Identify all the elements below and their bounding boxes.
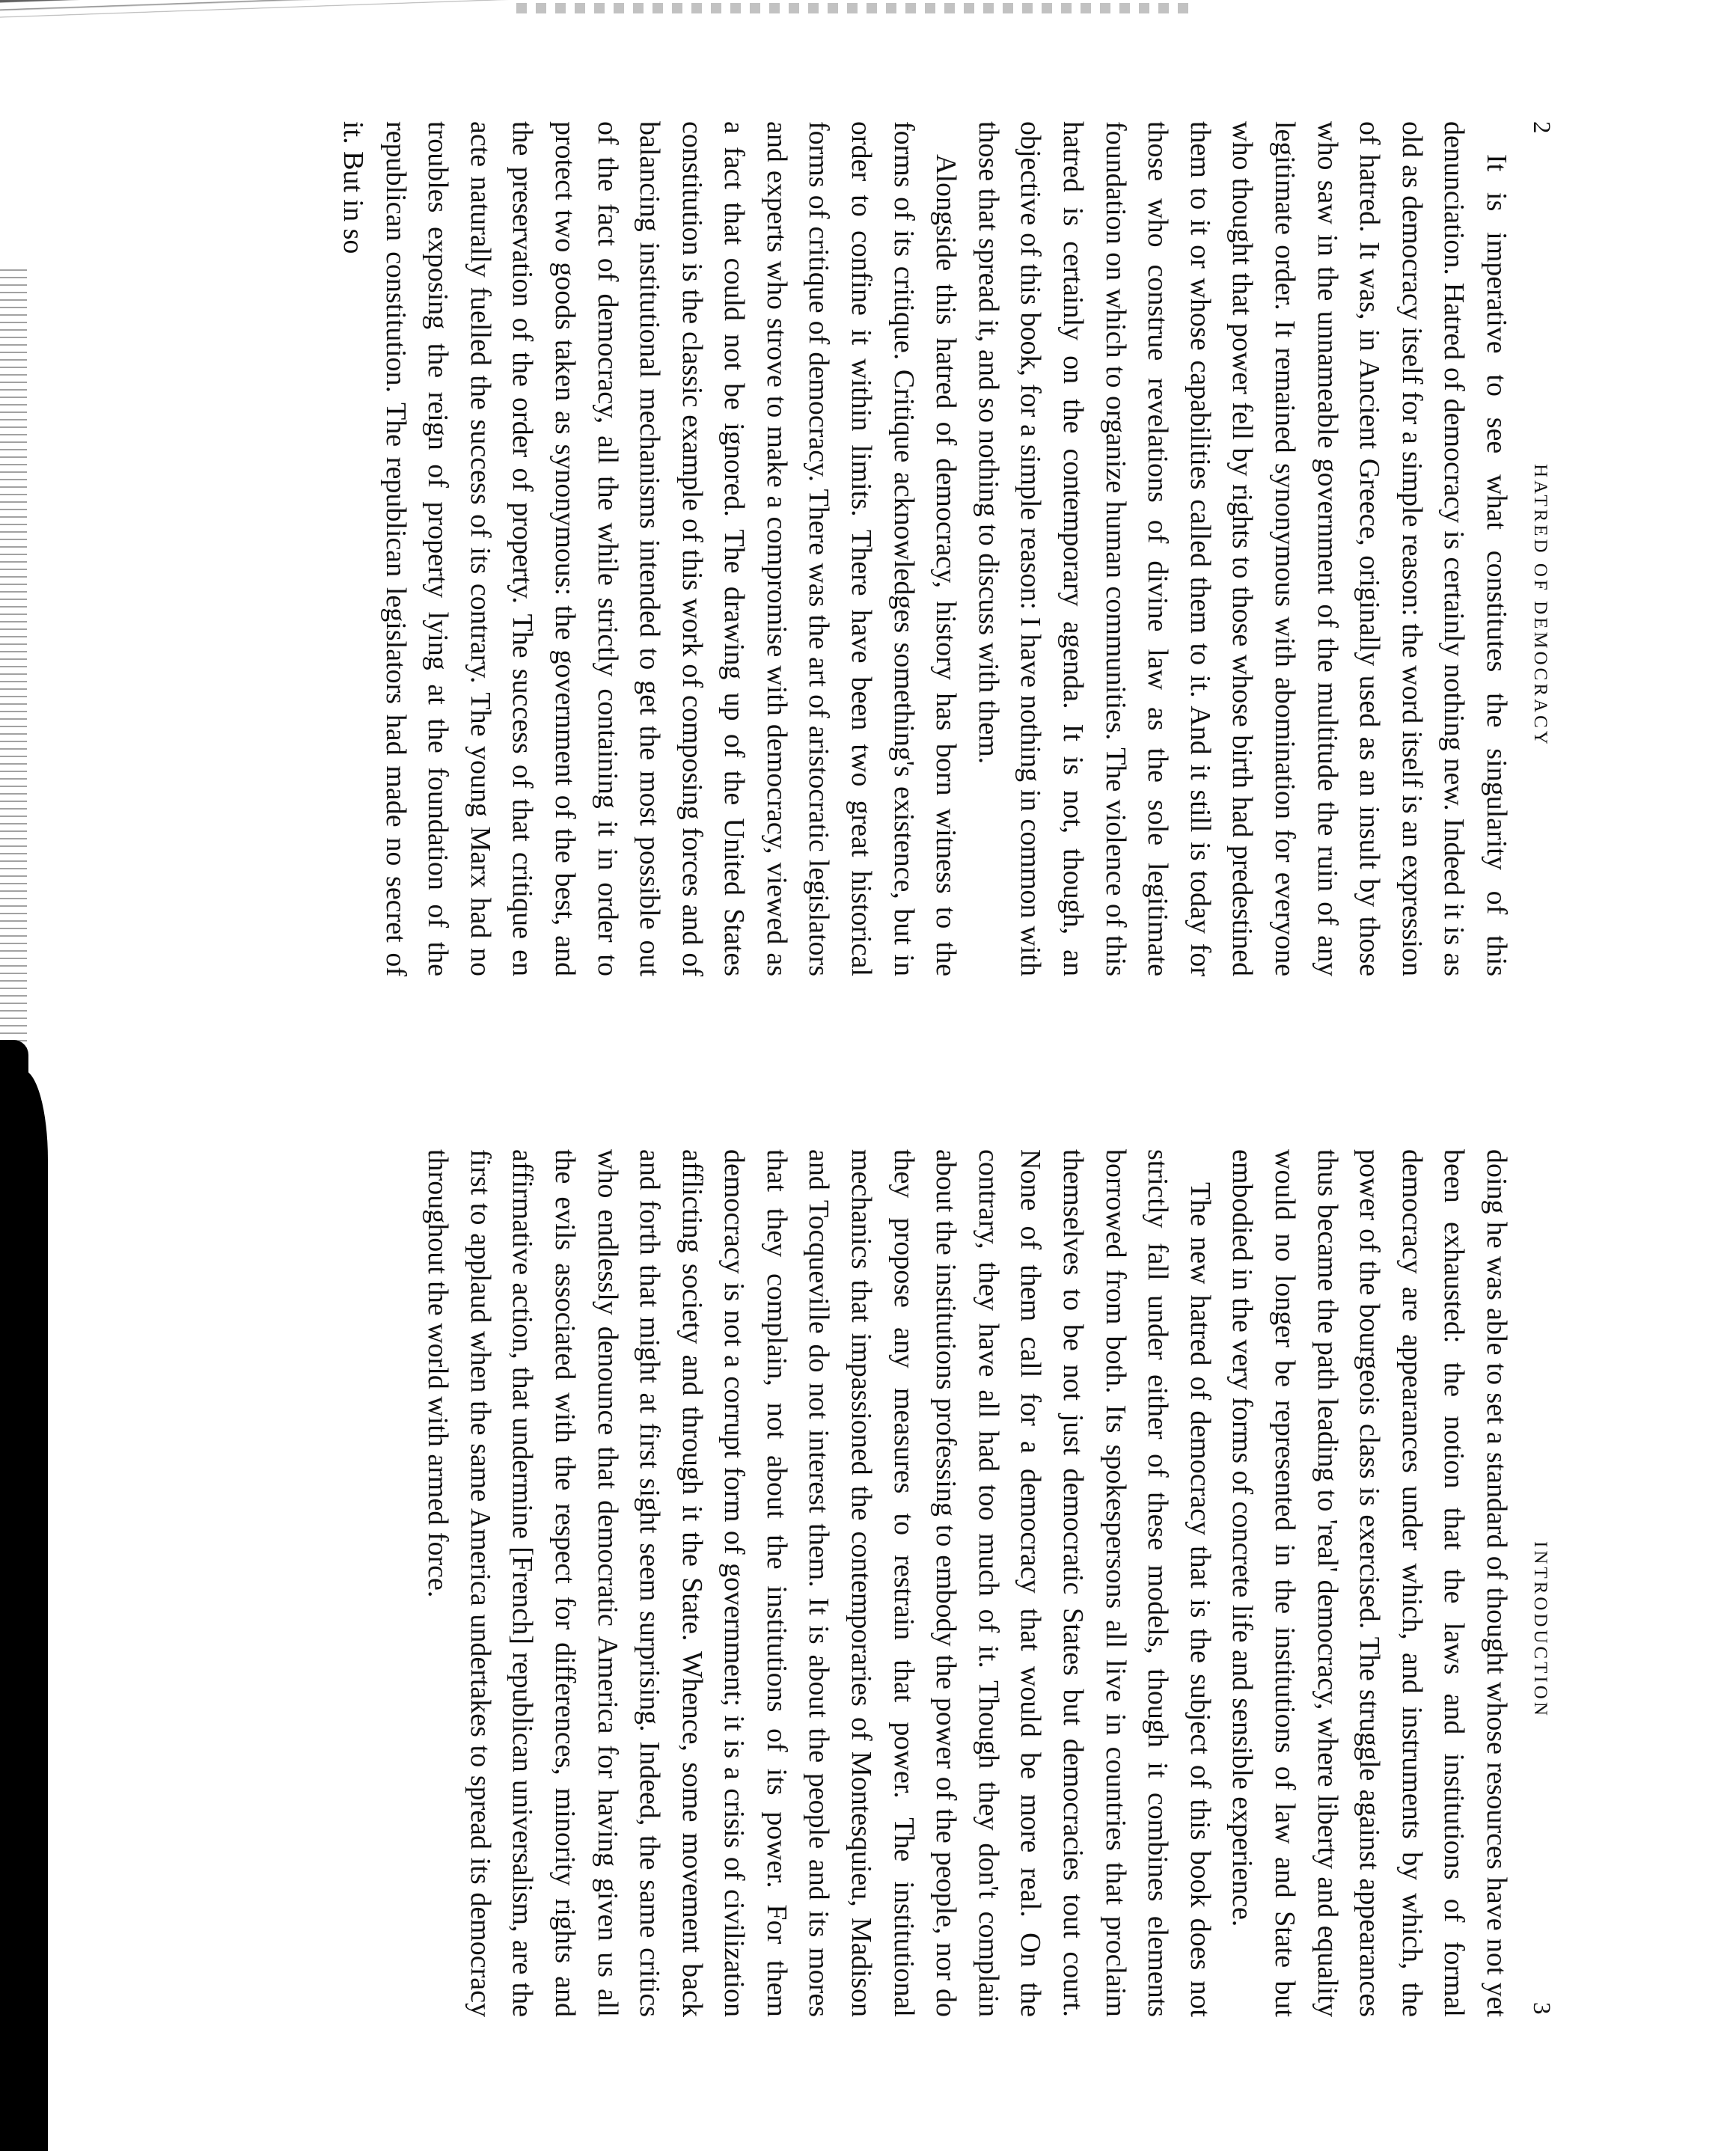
right-page-text (417, 1149, 1518, 2017)
page-number: 2 (1528, 121, 1555, 134)
right-page (0, 1077, 1736, 2151)
paragraph: It is imperative to see what constitutes the singularity of this denunciation. Hatred of democracy is certainly nothing new. Indeed it is as old as democracy itself for a simple reason: the word itself is an expression of hatred. It was, in Ancient Greece, originally used as an insult by those who saw in the unnameable government of the multitude the ruin of any legitimate order. It remained synonymous with abomination for everyone who thought that power fell by rights to those whose birth had predestined them to it or whose capabilities called them to it. And it still is today for those who construe revelations of divine law as the sole legitimate foundation on which to organize human communities. The violence of this hatred is certainly on the contemporary agenda. It is not, though, an objective of this book, for a simple reason: I have nothing in common with those that spread it, and so nothing to discuss with them. (972, 121, 1512, 976)
running-head: INTRODUCTION (1530, 1541, 1550, 1719)
left-page-text (331, 121, 1518, 976)
running-head: HATRED OF DEMOCRACY (1530, 464, 1550, 747)
page-number: 3 (1528, 2002, 1555, 2015)
paragraph: Alongside this hatred of democracy, history has born witness to the forms of its critique. Critique acknowledges something's existence, but in order to confine it within limits. There have been two great historical forms of critique of democracy. There was the art of aristocratic legislators and experts who strove to make a compromise with democracy, viewed as a fact that could not be ignored. The drawing up of the United States constitution is the classic example of this work of composing forces and of balancing institutional mechanisms intended to get the most possible out of the fact of democracy, all the while strictly containing it in order to protect two goods taken as synonymous: the government of the best, and the preservation of the order of property. The success of that critique en acte naturally fuelled the success of its contrary. The young Marx had no troubles exposing the reign of property lying at the foundation of the republican constitution. The republican legislators had made no secret of it. But in so (337, 121, 962, 976)
paragraph: doing he was able to set a standard of thought whose resources have not yet been exhausted: the notion that the laws and institutions of formal democracy are appearances under which, and instruments by which, the power of the bourgeois class is exercised. The struggle against appearances thus became the path leading to 'real' democracy, where liberty and equality would no longer be represented in the institutions of law and State but embodied in the very forms of concrete life and sensible experience. (1226, 1149, 1512, 2017)
paragraph: The new hatred of democracy that is the subject of this book does not strictly fall under either of these models, though it combines elements borrowed from both. Its spokespersons all live in countries that proclaim themselves to be not just democratic States but democracies tout court. None of them call for a democracy that would be more real. On the contrary, they have all had too much of it. Though they don't complain about the institutions professing to embody the power of the people, nor do they propose any measures to restrain that power. The institutional mechanics that impassioned the contemporaries of Montesquieu, Madison and Tocqueville do not interest them. It is about the people and its mores that they complain, not about the institutions of its power. For them democracy is not a corrupt form of government; it is a crisis of civilization afflicting society and through it the State. Whence, some movement back and forth that might at first sight seem surprising. Indeed, the same critics who endlessly denounce that democratic America for having given us all the evils associated with the respect for differences, minority rights and affirmative action, that undermine [French] republican universalism, are the first to applaud when the same America undertakes to spread its democracy throughout the world with armed force. (422, 1149, 1216, 2017)
